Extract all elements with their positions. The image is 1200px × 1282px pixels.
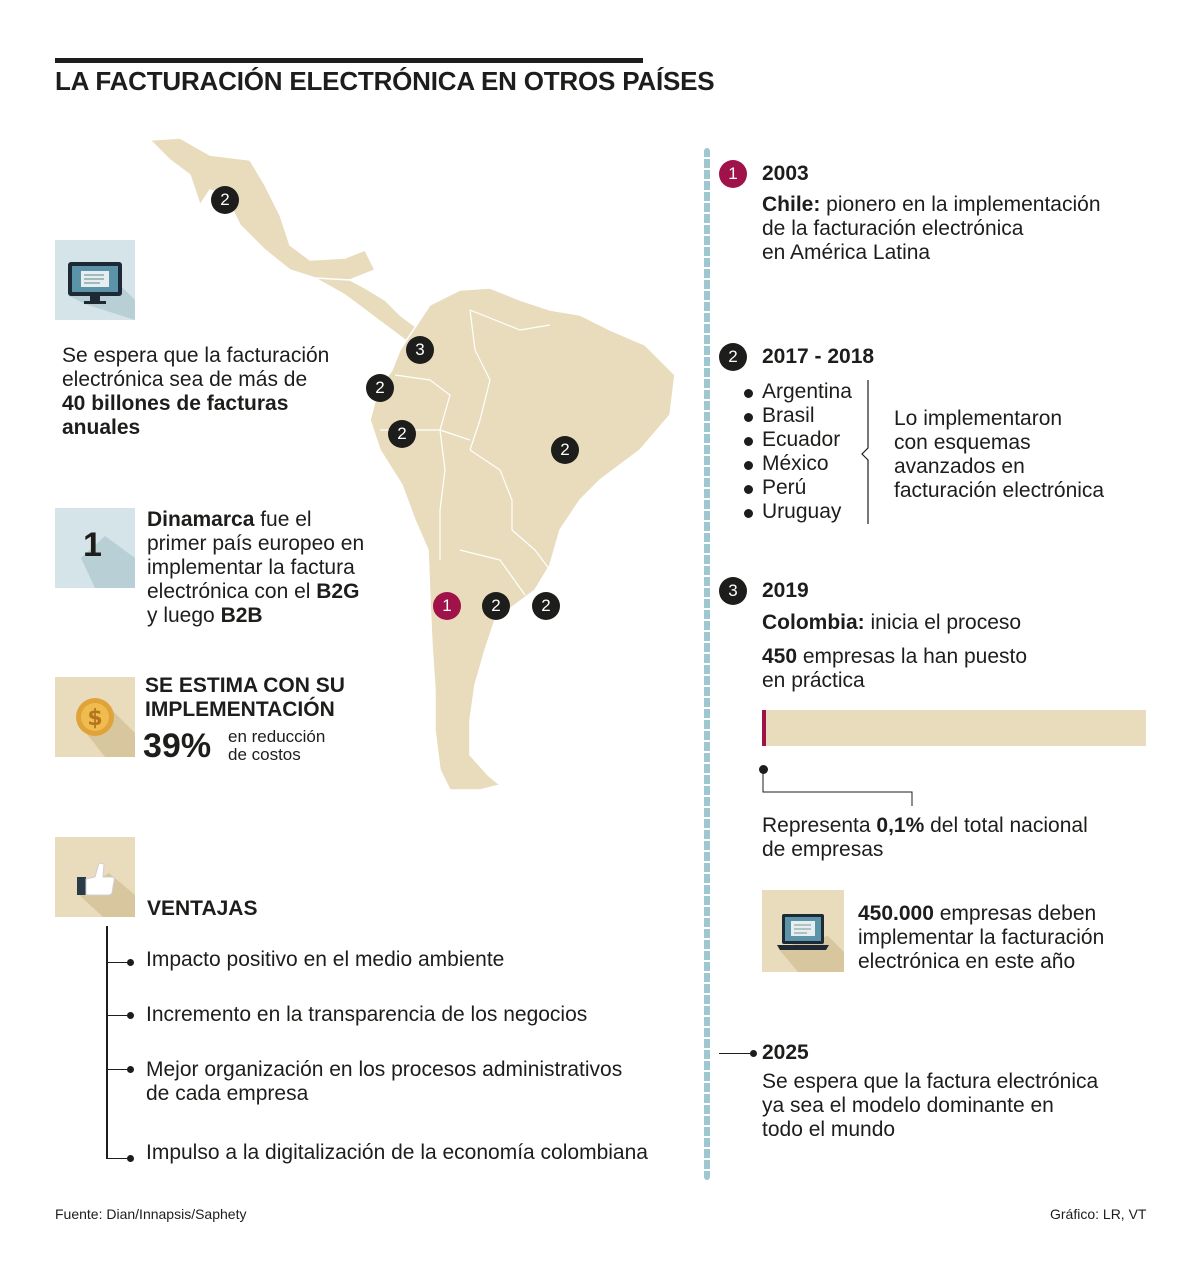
map-marker-argentina: 2: [482, 592, 510, 620]
timeline-dot-2025: [750, 1050, 757, 1057]
advantage-dot: [127, 1155, 134, 1162]
country-bullet: [744, 461, 753, 470]
map-marker-peru: 2: [388, 420, 416, 448]
graphic-credit: Gráfico: LR, VT: [1050, 1206, 1147, 1222]
laptop-icon: [762, 890, 844, 972]
advantage-item: Incremento en la transparencia de los negocios: [146, 1003, 588, 1026]
country-item: Argentina: [762, 380, 852, 403]
country-bullet: [744, 509, 753, 518]
share-bar: [762, 710, 1146, 746]
countries-brace: [860, 378, 880, 528]
country-item: México: [762, 452, 829, 475]
estimate-value: 39%: [143, 727, 212, 765]
represent-text: Representa 0,1% del total nacional de empresas: [762, 814, 1088, 861]
country-item: Perú: [762, 476, 807, 499]
thumbs-tile: [55, 837, 135, 917]
map-marker-colombia: 3: [406, 336, 434, 364]
advantage-dot: [127, 959, 134, 966]
denmark-text: Dinamarca fue el primer país europeo en implementar la factura electrónica con el B2G y luego B2B: [147, 508, 365, 627]
total-companies-text: 450.000 empresas deben implementar la facturación electrónica en este año: [858, 902, 1105, 973]
countries-note: Lo implementaron con esquemas avanzados en facturación electrónica: [894, 407, 1105, 502]
map-marker-mexico: 2: [211, 186, 239, 214]
country-bullet: [744, 389, 753, 398]
country-item: Ecuador: [762, 428, 841, 451]
advantage-dot: [127, 1012, 134, 1019]
timeline-year-2025: 2025: [762, 1041, 809, 1064]
map-marker-chile: 1: [433, 592, 461, 620]
monitor-icon: [55, 240, 135, 320]
estimate-description: en reducción de costos: [228, 727, 326, 764]
timeline-text-2025: Se espera que la factura electrónica ya sea el modelo dominante en todo el mundo: [762, 1070, 1099, 1141]
country-list: [762, 380, 852, 524]
timeline-year-2003: 2003: [762, 162, 809, 185]
map-marker-uruguay: 2: [532, 592, 560, 620]
timeline-badge-2017: 2: [719, 343, 747, 371]
denmark-tile: [55, 508, 135, 588]
country-bullet: [744, 485, 753, 494]
estimate-heading: SE ESTIMA CON SU IMPLEMENTACIÓN: [145, 674, 345, 721]
monitor-tile: [55, 240, 135, 320]
share-pointer-line: [760, 768, 920, 808]
country-bullet: [744, 413, 753, 422]
title-rule: [55, 58, 643, 63]
advantages-connector: [106, 926, 108, 1159]
advantage-item: Impacto positivo en el medio ambiente: [146, 948, 505, 971]
share-bar-fill: [762, 710, 766, 746]
timeline-badge-2003: 1: [719, 160, 747, 188]
thumbs-up-icon: [55, 837, 135, 917]
advantage-dot: [127, 1066, 134, 1073]
timeline-separator: [704, 148, 710, 1180]
page-title: LA FACTURACIÓN ELECTRÓNICA EN OTROS PAÍSES: [55, 66, 715, 96]
companies-text: 450 empresas la han puesto en práctica: [762, 645, 1028, 692]
country-item: Uruguay: [762, 500, 842, 523]
timeline-year-2017: 2017 - 2018: [762, 345, 875, 368]
source-credit: Fuente: Dian/Innapsis/Saphety: [55, 1206, 247, 1222]
coin-tile: [55, 677, 135, 757]
advantages-heading: VENTAJAS: [147, 897, 258, 920]
map-marker-ecuador: 2: [366, 374, 394, 402]
map-region-mexico: [150, 138, 375, 280]
country-bullet: [744, 437, 753, 446]
dollar-coin-icon: [55, 677, 135, 757]
svg-text:$: $: [87, 706, 103, 731]
laptop-tile: [762, 890, 844, 972]
timeline-year-2019: 2019: [762, 579, 809, 602]
timeline-text-2003: Chile: pionero en la implementación de la facturación electrónica en América Latina: [762, 193, 1101, 264]
country-item: Brasil: [762, 404, 815, 427]
projection-text: Se espera que la facturación electrónica sea de más de 40 billones de facturas anuales: [62, 344, 330, 439]
denmark-number: 1: [83, 526, 102, 564]
map-marker-brazil: 2: [551, 436, 579, 464]
timeline-badge-2019: 3: [719, 577, 747, 605]
advantage-item: Impulso a la digitalización de la economía colombiana: [146, 1141, 648, 1164]
advantage-item: Mejor organización en los procesos administrativos de cada empresa: [146, 1058, 623, 1105]
colombia-text: Colombia: inicia el proceso: [762, 611, 1022, 634]
